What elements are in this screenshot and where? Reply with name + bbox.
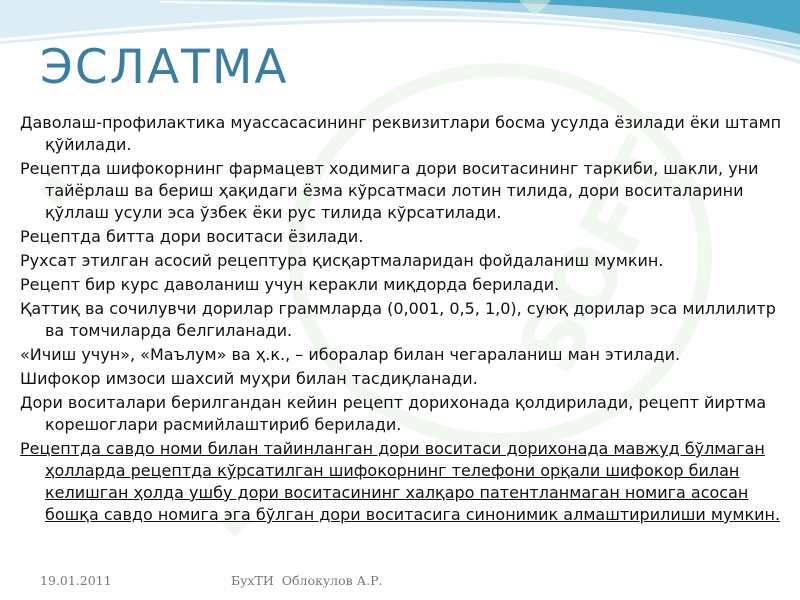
slide-body [20,112,786,528]
footer-author: БухТИ Облокулов А.Р. [231,573,383,588]
watermark-text: SOFT [498,124,701,389]
paragraph-4: Рухсат этилган асосий рецептура қисқартмаларидан фойдаланиш мумкин. [20,251,664,270]
slide-title: ЭСЛАТМА [40,40,289,95]
paragraph-1: Даволаш-профилактика муассасасининг реквизитлари босма усулда ёзилади ёки штамп қўйилади. [20,113,782,154]
paragraph-2: Рецептда шифокорнинг фармацевт ходимига дори воситасининг таркиби, шакли, уни тайёрлаш ва бериш ҳақидаги ёзма кўрсатмаси лотин тилида, дори воситаларини қўллаш усули эса ўзбек ёки рус тилида кўрсатилади. [20,159,759,222]
paragraph-3: Рецептда битта дори воситаси ёзилади. [20,227,364,246]
paragraph-7: «Ичиш учун», «Маълум» ва ҳ.к., – иборалар билан чегараланиш ман этилади. [20,345,681,364]
paragraph-10: Рецептда савдо номи билан тайинланган дори воситаси дорихонада мавжуд бўлмаган ҳолларда рецептда кўрсатилган шифокорнинг телефони орқали шифокор билан келишган ҳолда ушбу дори воситасининг халқаро патентланмаган номига асосан бошқа савдо номига эга бўлган дори воситасига синонимик алмаштирилиши мумкин. [20,439,781,524]
paragraph-6: Қаттиқ ва сочилувчи дорилар граммларда (0,001, 0,5, 1,0), суюқ дорилар эса миллилитр ва томчиларда белгиланади. [20,299,776,340]
paragraph-8: Шифокор имзоси шахсий муҳри билан тасдиқланади. [20,369,478,388]
paragraph-5: Рецепт бир курс даволаниш учун керакли миқдорда берилади. [20,275,560,294]
paragraph-9: Дори воситалари берилгандан кейин рецепт дорихонада қолдирилади, рецепт йиртма корешоглари расмийлаштириб берилади. [20,393,767,434]
footer-date: 19.01.2011 [40,573,112,588]
